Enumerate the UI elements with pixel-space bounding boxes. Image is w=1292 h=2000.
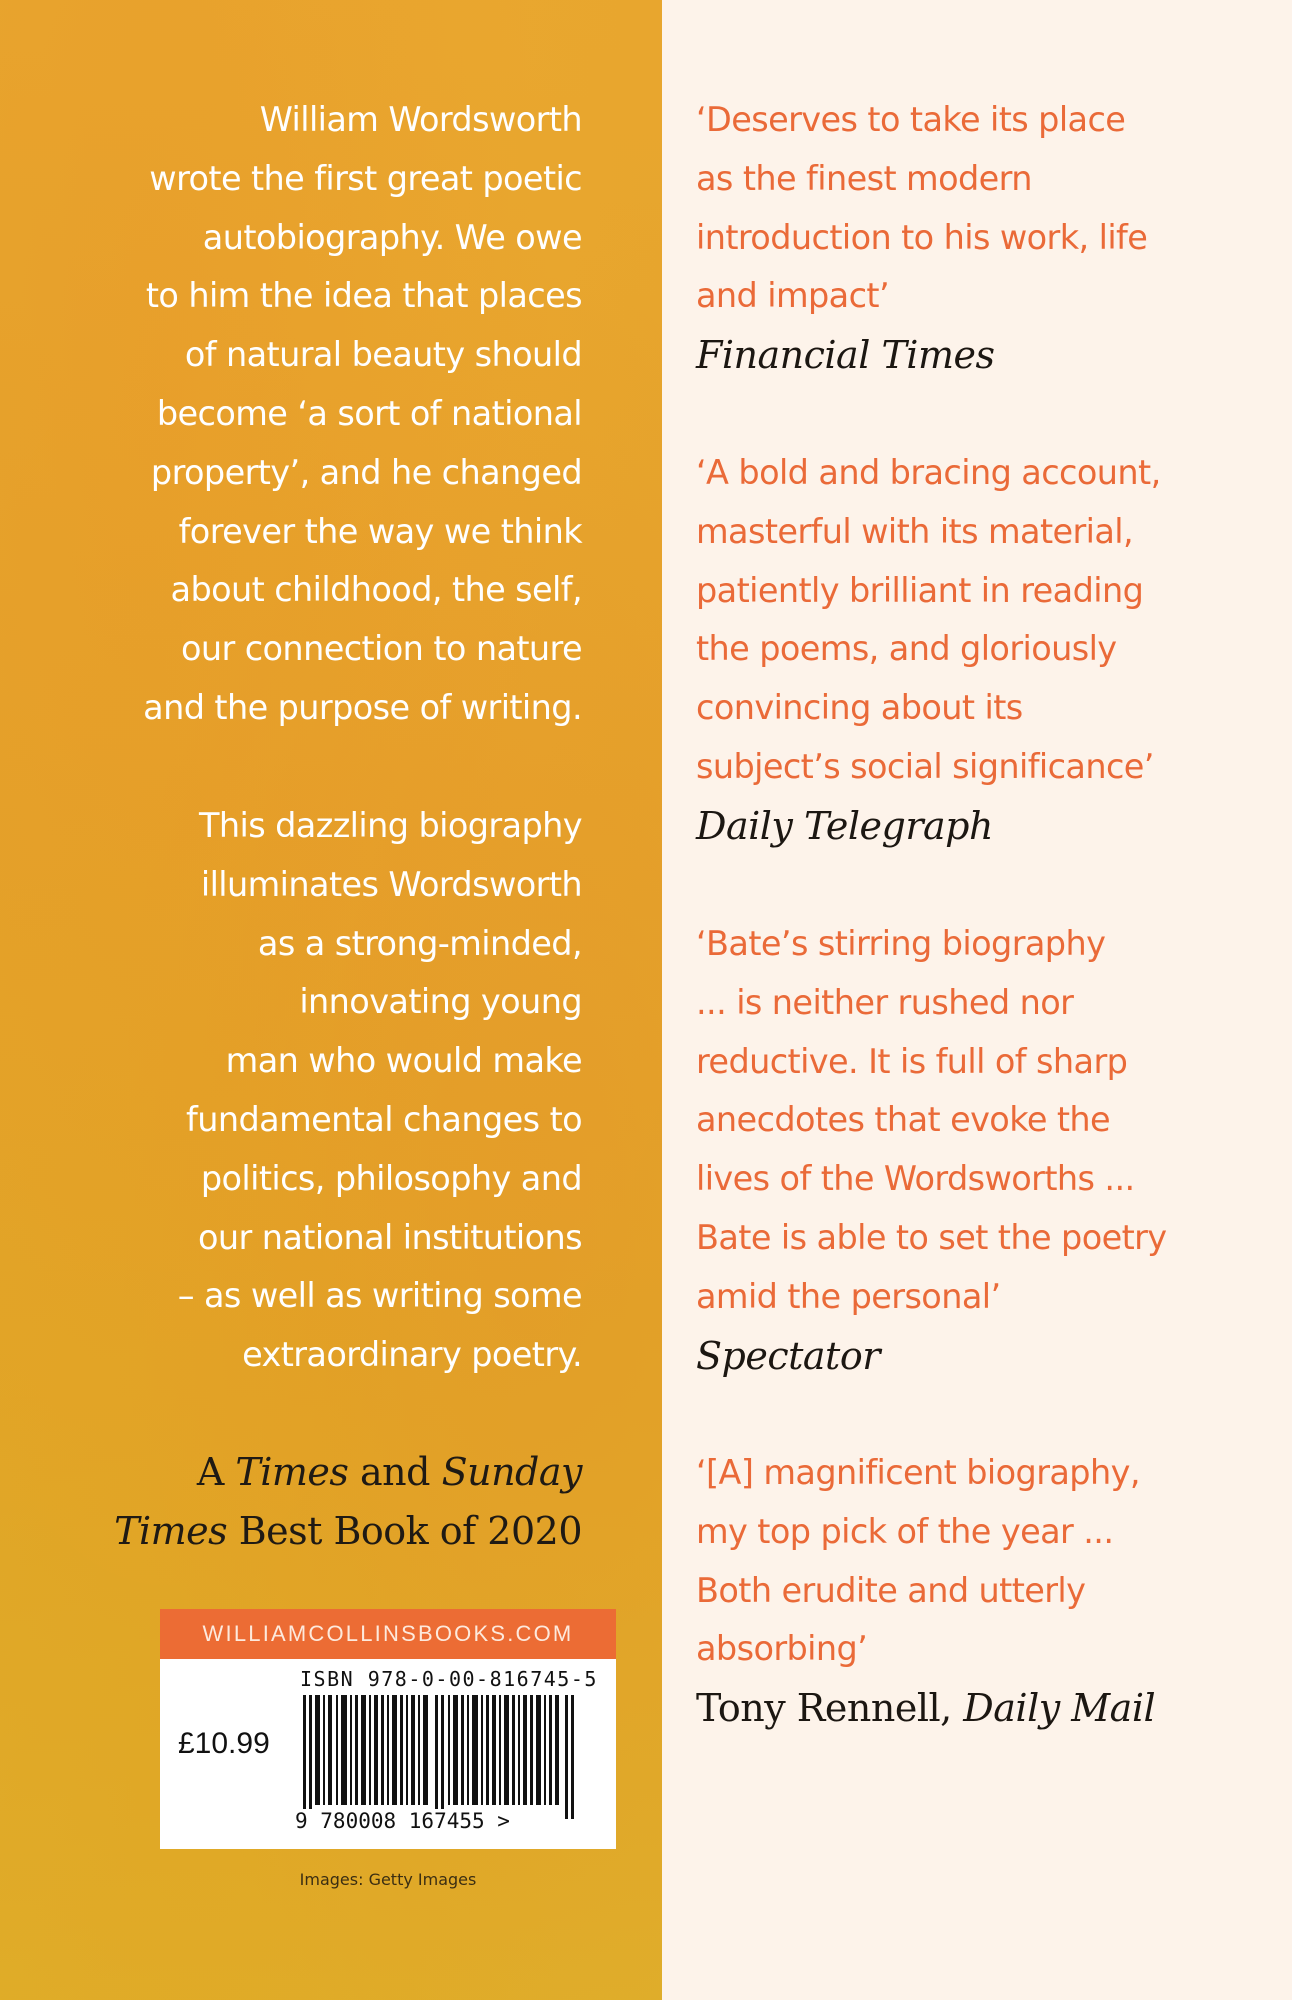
review-quote: [696, 91, 1256, 326]
blurb-line: of natural beauty should: [184, 335, 582, 375]
blurb-line: forever the way we think: [178, 511, 582, 551]
accolade-word: and: [360, 1450, 430, 1494]
quote-line: amid the personal’: [696, 1276, 1001, 1316]
blurb-line: innovating young: [299, 982, 582, 1022]
accolade-publication: Times: [235, 1450, 349, 1494]
review-spectator: [696, 915, 1256, 1385]
quote-line: anecdotes that evoke the: [696, 1100, 1111, 1140]
blurb-line: This dazzling biography: [199, 806, 582, 845]
review-quote: [696, 444, 1256, 797]
image-credit: Images: Getty Images: [299, 1870, 477, 1889]
blurb-line: illuminates Wordsworth: [200, 864, 582, 904]
review-source: [696, 326, 1256, 385]
quote-line: ‘Bate’s stirring biography: [696, 924, 1106, 963]
blurb-line: wrote the first great poetic: [149, 158, 582, 198]
blurb-line: our national institutions: [198, 1217, 582, 1257]
accolade-publication: Times: [114, 1508, 228, 1553]
review-source-publication: Daily Telegraph: [696, 803, 993, 848]
quote-line: patiently brilliant in reading: [696, 570, 1144, 610]
blurb-line: autobiography. We owe: [202, 217, 582, 257]
website-bar: WILLIAMCOLLINSBOOKS.COM: [160, 1609, 616, 1659]
barcode-box: [160, 1659, 616, 1849]
review-financial-times: [696, 91, 1256, 385]
blurb-line: as a strong-minded,: [257, 923, 582, 963]
blurb-line: – as well as writing some: [177, 1276, 582, 1316]
review-daily-mail: [696, 1444, 1256, 1738]
quote-line: my top pick of the year ...: [696, 1511, 1114, 1551]
price: £10.99: [178, 1727, 270, 1760]
accolade-line-2: [62, 1502, 582, 1561]
right-panel: [662, 0, 1292, 2000]
isbn-number: ISBN 978-0-00-816745-5: [300, 1667, 598, 1691]
barcode-icon: [295, 1695, 595, 1819]
quote-line: as the finest modern: [696, 158, 1032, 198]
review-daily-telegraph: [696, 444, 1256, 856]
blurb-line: William Wordsworth: [259, 100, 582, 139]
quote-line: convincing about its: [696, 688, 1023, 728]
blurb-line: man who would make: [225, 1041, 582, 1081]
accolade-word: A: [196, 1450, 224, 1494]
accolade-publication: Sunday: [441, 1450, 582, 1494]
review-source: [696, 797, 1256, 856]
review-source: [696, 1327, 1256, 1386]
review-quote: [696, 1444, 1256, 1679]
review-source-publication: Daily Mail: [963, 1686, 1156, 1731]
accolade: [62, 1443, 582, 1561]
review-source-publication: Spectator: [696, 1333, 880, 1378]
review-quote: [696, 915, 1256, 1327]
quote-line: and impact’: [696, 276, 890, 316]
quote-line: reductive. It is full of sharp: [696, 1041, 1128, 1081]
blurb-line: politics, philosophy and: [200, 1158, 582, 1198]
blurb-line: our connection to nature: [180, 629, 582, 669]
accolade-line-1: [62, 1443, 582, 1502]
blurb-line: about childhood, the self,: [170, 570, 582, 610]
quote-line: introduction to his work, life: [696, 217, 1148, 257]
quote-line: Both erudite and utterly: [696, 1570, 1086, 1610]
quote-line: absorbing’: [696, 1629, 868, 1669]
quote-line: masterful with its material,: [696, 511, 1134, 551]
blurb-line: become ‘a sort of national: [156, 393, 582, 433]
quote-line: ‘Deserves to take its place: [696, 100, 1126, 139]
blurb-line: and the purpose of writing.: [143, 687, 582, 727]
quote-line: ‘A bold and bracing account,: [696, 453, 1161, 492]
review-source: [696, 1679, 1256, 1738]
blurb-line: extraordinary poetry.: [242, 1335, 582, 1375]
blurb-line: fundamental changes to: [186, 1099, 582, 1139]
blurb-paragraph-2: [62, 797, 582, 1385]
quote-line: subject’s social significance’: [696, 746, 1154, 786]
accolade-word: Best Book of 2020: [238, 1508, 582, 1553]
blurb-line: to him the idea that places: [145, 276, 582, 316]
quote-line: lives of the Wordsworths ...: [696, 1159, 1135, 1199]
barcode-digits: 9 780008 167455 >: [295, 1809, 510, 1833]
quote-line: Bate is able to set the poetry: [696, 1217, 1167, 1257]
blurb-line: property’, and he changed: [150, 452, 582, 492]
quote-line: ‘[A] magnificent biography,: [696, 1453, 1140, 1492]
review-source-publication: Financial Times: [696, 333, 995, 378]
quote-line: ... is neither rushed nor: [696, 982, 1074, 1022]
review-source-name: Tony Rennell,: [696, 1686, 964, 1731]
blurb-paragraph-1: [62, 91, 582, 738]
quote-line: the poems, and gloriously: [696, 629, 1117, 669]
